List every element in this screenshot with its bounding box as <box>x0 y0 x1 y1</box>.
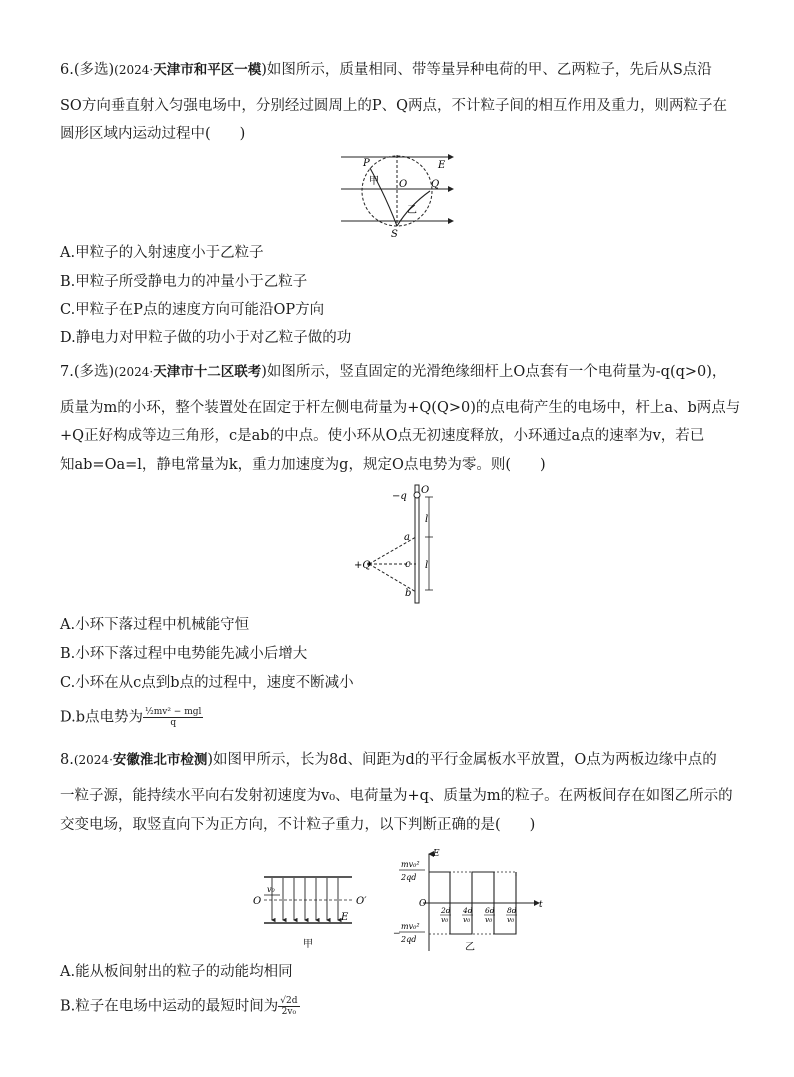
q7-option-a: A.小环下落过程中机械能守恒 <box>60 617 250 633</box>
q8-figb-caption: 乙 <box>465 942 475 953</box>
q8-option-b <box>60 996 300 1017</box>
q7-line-2: 质量为m的小环，整个装置处在固定于杆左侧电荷量为+Q(Q>0)的点电荷产生的电场中，杆上a、b两点与 <box>60 400 741 416</box>
q7-fig-label-b: b <box>405 588 412 599</box>
q6-line-1-text: )如图所示，质量相同、带等量异种电荷的甲、乙两粒子，先后从S点沿 <box>261 62 712 78</box>
q6-figure <box>335 150 465 244</box>
q6-fig-label-o: O <box>399 179 408 190</box>
q8-figb-top-numerator: mv₀² <box>401 860 420 869</box>
q8-line-1-text: )如图甲所示，长为8d、间距为d的平行金属板水平放置，O点为两板边缘中点的 <box>207 752 717 768</box>
q8-line-1 <box>60 750 717 770</box>
q7-option-b: B.小环下落过程中电势能先减小后增大 <box>60 646 308 662</box>
q8-option-b-text: B.粒子在电场中运动的最短时间为 <box>60 998 279 1015</box>
q7-option-d-text: D.b点电势为 <box>60 709 143 726</box>
q8-figure-a <box>250 860 380 959</box>
q8-year: (2024· <box>73 753 113 767</box>
q7-option-d-denominator: q <box>170 718 177 728</box>
q8-figb-tick-1-numerator: 2d <box>441 906 451 915</box>
q7-fig-label-l2: l <box>425 560 429 571</box>
q7-figure <box>352 482 442 611</box>
q6-option-d: D.静电力对甲粒子做的功小于对乙粒子做的功 <box>60 330 352 346</box>
q7-line-1-text: )如图所示，竖直固定的光滑绝缘细杆上O点套有一个电荷量为-q(q>0)， <box>261 364 727 380</box>
q8-figb-label-o: O <box>419 899 427 909</box>
q8-figb-tick-2-numerator: 4d <box>463 906 473 915</box>
q6-fig-label-yi: 乙 <box>407 205 417 216</box>
q8-option-b-numerator: √2d <box>280 996 298 1006</box>
q6-number: 6. <box>60 62 74 78</box>
q7-line-3: +Q正好构成等边三角形，c是ab的中点。使小环从O点无初速度释放，小环通过a点的速率为v，若已 <box>60 428 705 444</box>
q8-figa-label-e: E <box>341 912 349 923</box>
q7-option-d-fraction <box>143 707 203 728</box>
q7-fig-label-l1: l <box>425 514 429 525</box>
q6-line-1 <box>60 60 712 80</box>
q7-fig-label-o: O <box>421 485 430 496</box>
q8-figa-label-v0: v₀ <box>267 885 275 894</box>
q7-fig-label-c: c <box>405 559 411 570</box>
q6-fig-label-p: P <box>363 158 370 169</box>
q8-figb-top-denominator: 2qd <box>401 873 417 882</box>
q6-option-c: C.甲粒子在P点的速度方向可能沿OP方向 <box>60 302 325 318</box>
q8-number: 8. <box>60 752 74 768</box>
q8-figa-label-o-prime: O′ <box>356 896 367 907</box>
q8-source: 安徽淮北市检测 <box>112 752 208 768</box>
q8-figb-bottom-denominator: 2qd <box>401 935 417 944</box>
q8-figb-bottom-numerator: mv₀² <box>401 922 420 931</box>
q6-fig-label-e: E <box>438 160 446 171</box>
q8-figb-tick-1-denominator: v₀ <box>441 915 449 924</box>
q7-fig-label-neg-q: −q <box>392 491 407 502</box>
q7-option-d-numerator: ½mv² − mgl <box>145 707 202 717</box>
q7-number: 7. <box>60 364 74 380</box>
q6-option-b: B.甲粒子所受静电力的冲量小于乙粒子 <box>60 274 308 290</box>
q8-figb-tick-3-denominator: v₀ <box>485 915 493 924</box>
q8-figb-tick-4-numerator: 8d <box>507 906 517 915</box>
q8-figa-caption: 甲 <box>303 939 313 950</box>
q7-option-c: C.小环在从c点到b点的过程中，速度不断减小 <box>60 675 354 691</box>
q8-figure-b <box>393 846 553 960</box>
q7-fig-label-a: a <box>404 532 410 543</box>
q8-line-3: 交变电场，取竖直向下为正方向，不计粒子重力，以下判断正确的是( ) <box>60 817 536 833</box>
q8-figb-tick-3-numerator: 6d <box>485 906 495 915</box>
q6-option-a: A.甲粒子的入射速度小于乙粒子 <box>60 245 264 261</box>
q7-tag: (多选) <box>73 364 115 380</box>
q8-figa-label-o: O <box>253 896 262 907</box>
q6-fig-label-jia: 甲 <box>369 176 379 187</box>
q8-figb-label-e: E <box>433 849 440 859</box>
q6-fig-label-s: S <box>391 229 398 240</box>
q8-figb-tick-2-denominator: v₀ <box>463 915 471 924</box>
q7-source: 天津市十二区联考 <box>153 364 262 380</box>
q7-option-d <box>60 707 203 728</box>
q6-year: (2024· <box>114 63 154 77</box>
q7-fig-label-pos-q: +Q <box>354 560 371 571</box>
q7-line-1 <box>60 362 726 382</box>
q8-option-a: A.能从板间射出的粒子的动能均相同 <box>60 964 293 980</box>
q6-line-3: 圆形区域内运动过程中( ) <box>60 126 246 142</box>
q6-line-2: SO方向垂直射入匀强电场中，分别经过圆周上的P、Q两点，不计粒子间的相互作用及重力，则两粒子在 <box>60 98 727 114</box>
q8-line-2: 一粒子源，能持续水平向右发射初速度为v₀、电荷量为+q、质量为m的粒子。在两板间存在如图乙所示的 <box>60 788 733 804</box>
q8-option-b-denominator: 2v₀ <box>281 1007 297 1017</box>
q8-figb-label-t: t <box>539 900 543 910</box>
q8-option-b-fraction <box>278 996 299 1017</box>
q6-fig-label-q: Q <box>431 179 440 190</box>
q6-source: 天津市和平区一模 <box>153 62 262 78</box>
q6-tag: (多选) <box>73 62 115 78</box>
q8-figb-negative-sign: − <box>393 929 401 939</box>
q8-figb-tick-4-denominator: v₀ <box>507 915 515 924</box>
q7-year: (2024· <box>114 365 154 379</box>
q7-line-4: 知ab=Oa=l，静电常量为k，重力加速度为g，规定O点电势为零。则( ) <box>60 457 546 473</box>
